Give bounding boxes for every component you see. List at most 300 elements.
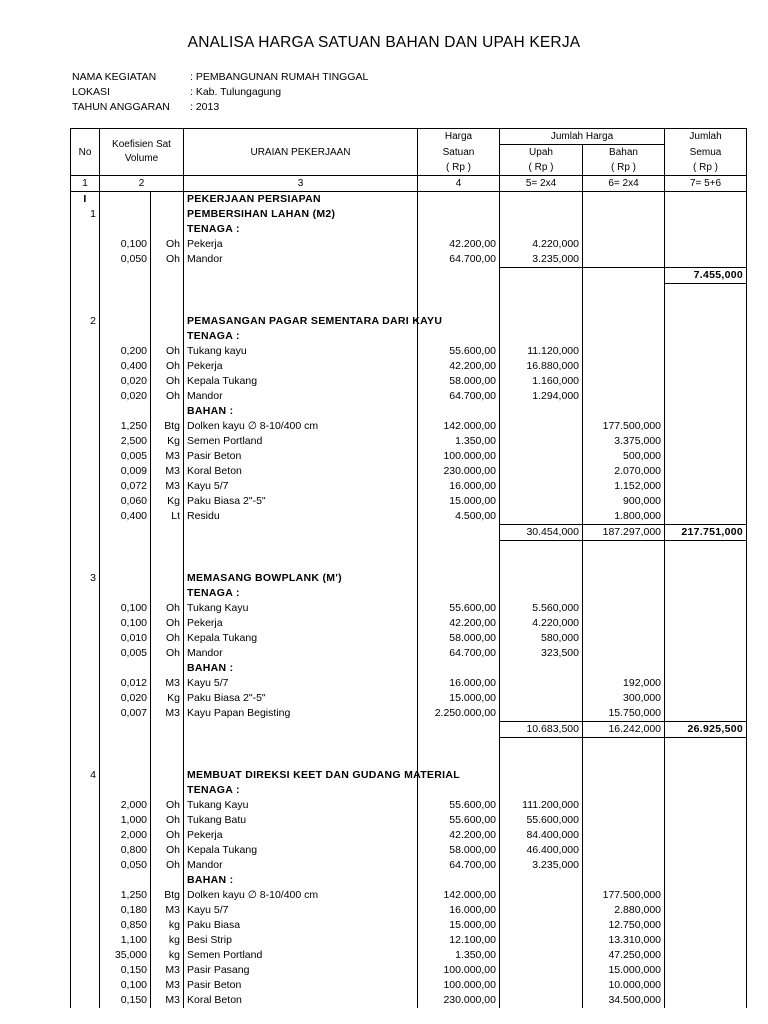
column-number: 5= 2x4 [500, 176, 583, 192]
table-row [71, 858, 747, 873]
row-upah: 46.400,000 [500, 843, 583, 858]
row-satuan: Lt [151, 509, 184, 525]
row-total [665, 419, 747, 434]
table-row-blank [71, 541, 747, 572]
row-volume [100, 268, 151, 284]
table-row [71, 374, 747, 389]
row-bahan: 34.500,000 [583, 993, 665, 1008]
row-total [665, 329, 747, 344]
row-upah: 3.235,000 [500, 252, 583, 268]
row-bahan [583, 237, 665, 252]
row-total [665, 843, 747, 858]
row-harga: 55.600,00 [418, 601, 500, 616]
row-total [665, 813, 747, 828]
row-harga: 42.200,00 [418, 237, 500, 252]
row-harga: 230.000,00 [418, 464, 500, 479]
table-row [71, 616, 747, 631]
row-desc: PEMASANGAN PAGAR SEMENTARA DARI KAYU [184, 314, 418, 329]
row-harga: 16.000,00 [418, 903, 500, 918]
row-bahan: 13.310,000 [583, 933, 665, 948]
table-row [71, 479, 747, 494]
row-bahan [583, 541, 665, 572]
table-row [71, 813, 747, 828]
row-satuan: Oh [151, 646, 184, 661]
table-row-item [71, 207, 747, 222]
row-upah [500, 978, 583, 993]
row-volume [100, 192, 151, 208]
row-upah: 5.560,000 [500, 601, 583, 616]
row-volume: 0,400 [100, 359, 151, 374]
row-harga [418, 404, 500, 419]
row-harga [418, 571, 500, 586]
row-desc: Residu [184, 509, 418, 525]
row-upah [500, 706, 583, 722]
table-row [71, 601, 747, 616]
row-bahan [583, 252, 665, 268]
row-upah [500, 918, 583, 933]
row-total [665, 918, 747, 933]
row-total [665, 948, 747, 963]
row-harga: 12.100,00 [418, 933, 500, 948]
row-harga: 16.000,00 [418, 676, 500, 691]
row-no [71, 284, 100, 315]
table-row [71, 449, 747, 464]
row-desc: Mandor [184, 646, 418, 661]
row-no [71, 646, 100, 661]
table-row [71, 389, 747, 404]
row-desc: Kepala Tukang [184, 374, 418, 389]
row-desc: Pasir Beton [184, 449, 418, 464]
row-satuan: M3 [151, 449, 184, 464]
row-bahan: 10.000,000 [583, 978, 665, 993]
row-upah: 4.220,000 [500, 616, 583, 631]
row-upah [500, 661, 583, 676]
row-satuan [151, 783, 184, 798]
row-bahan [583, 329, 665, 344]
header-rp: ( Rp ) [418, 160, 500, 176]
column-number: 7= 5+6 [665, 176, 747, 192]
row-no: 4 [71, 768, 100, 783]
row-harga: 1.350,00 [418, 434, 500, 449]
row-total [665, 858, 747, 873]
row-upah [500, 434, 583, 449]
row-desc: Pekerja [184, 237, 418, 252]
row-desc: Koral Beton [184, 464, 418, 479]
table-row-blank [71, 738, 747, 769]
row-total [665, 676, 747, 691]
row-satuan: kg [151, 948, 184, 963]
row-upah [500, 329, 583, 344]
row-bahan: 900,000 [583, 494, 665, 509]
row-volume: 0,005 [100, 646, 151, 661]
row-desc: Tukang kayu [184, 344, 418, 359]
row-volume: 2,000 [100, 828, 151, 843]
header-uraian: URAIAN PEKERJAAN [184, 129, 418, 176]
row-desc: PEMBERSIHAN LAHAN (M2) [184, 207, 418, 222]
header-rp: ( Rp ) [583, 160, 665, 176]
row-upah [500, 314, 583, 329]
row-satuan: Oh [151, 828, 184, 843]
row-volume: 0,010 [100, 631, 151, 646]
table-row-label [71, 329, 747, 344]
row-harga: 100.000,00 [418, 963, 500, 978]
row-total [665, 768, 747, 783]
subtotal-bahan: 187.297,000 [583, 525, 665, 541]
row-bahan: 192,000 [583, 676, 665, 691]
header-upah: Upah [500, 145, 583, 161]
row-no [71, 419, 100, 434]
row-no [71, 722, 100, 738]
row-upah [500, 903, 583, 918]
row-upah [500, 586, 583, 601]
row-volume: 0,072 [100, 479, 151, 494]
row-upah [500, 404, 583, 419]
row-upah [500, 222, 583, 237]
row-bahan: 12.750,000 [583, 918, 665, 933]
table-row [71, 691, 747, 706]
row-desc: BAHAN : [184, 873, 418, 888]
row-satuan [151, 284, 184, 315]
row-satuan: Kg [151, 494, 184, 509]
row-volume: 0,007 [100, 706, 151, 722]
row-bahan [583, 586, 665, 601]
row-total [665, 933, 747, 948]
table-row [71, 344, 747, 359]
row-upah [500, 541, 583, 572]
row-satuan: Oh [151, 601, 184, 616]
table-row-subtotal [71, 525, 747, 541]
row-harga: 64.700,00 [418, 646, 500, 661]
row-total [665, 509, 747, 525]
table-row-item [71, 314, 747, 329]
row-harga: 2.250.000,00 [418, 706, 500, 722]
row-upah [500, 873, 583, 888]
row-satuan: M3 [151, 963, 184, 978]
header-harga: Harga [418, 129, 500, 145]
row-desc: Paku Biasa 2"-5" [184, 494, 418, 509]
subtotal-total: 7.455,000 [665, 268, 747, 284]
row-volume [100, 783, 151, 798]
row-bahan [583, 404, 665, 419]
row-upah: 1.160,000 [500, 374, 583, 389]
row-volume: 1,100 [100, 933, 151, 948]
row-upah: 11.120,000 [500, 344, 583, 359]
row-upah [500, 284, 583, 315]
row-satuan: Oh [151, 374, 184, 389]
table-row [71, 933, 747, 948]
row-upah [500, 888, 583, 903]
row-no [71, 978, 100, 993]
row-no [71, 903, 100, 918]
row-volume [100, 525, 151, 541]
row-desc: Besi Strip [184, 933, 418, 948]
column-number: 4 [418, 176, 500, 192]
row-bahan [583, 314, 665, 329]
row-upah [500, 479, 583, 494]
table-row-item [71, 571, 747, 586]
row-no [71, 268, 100, 284]
row-volume [100, 541, 151, 572]
row-volume: 1,250 [100, 419, 151, 434]
row-volume [100, 873, 151, 888]
table-row [71, 631, 747, 646]
row-total [665, 222, 747, 237]
row-no: I [71, 192, 100, 208]
row-satuan: M3 [151, 978, 184, 993]
row-volume: 35,000 [100, 948, 151, 963]
row-bahan [583, 873, 665, 888]
table-row [71, 646, 747, 661]
row-upah [500, 783, 583, 798]
table-row [71, 993, 747, 1008]
row-bahan: 1.152,000 [583, 479, 665, 494]
row-volume [100, 722, 151, 738]
row-desc: Semen Portland [184, 948, 418, 963]
meta-key: TAHUN ANGGARAN [72, 101, 170, 113]
row-desc: Pekerja [184, 359, 418, 374]
row-satuan: Oh [151, 798, 184, 813]
row-total [665, 706, 747, 722]
row-no [71, 434, 100, 449]
row-harga [418, 586, 500, 601]
table-row [71, 494, 747, 509]
table-row-label [71, 404, 747, 419]
row-no [71, 237, 100, 252]
row-desc: PEKERJAAN PERSIAPAN [184, 192, 418, 208]
row-no [71, 616, 100, 631]
row-harga: 64.700,00 [418, 858, 500, 873]
row-satuan: Oh [151, 858, 184, 873]
row-upah [500, 419, 583, 434]
row-satuan: M3 [151, 706, 184, 722]
row-total [665, 616, 747, 631]
row-total [665, 903, 747, 918]
row-satuan [151, 768, 184, 783]
table-row [71, 888, 747, 903]
table-row [71, 903, 747, 918]
row-total [665, 601, 747, 616]
row-bahan [583, 843, 665, 858]
row-total [665, 586, 747, 601]
row-volume: 0,100 [100, 978, 151, 993]
row-desc: Paku Biasa [184, 918, 418, 933]
row-desc: Koral Beton [184, 993, 418, 1008]
row-volume: 0,150 [100, 963, 151, 978]
row-volume: 0,180 [100, 903, 151, 918]
row-upah: 1.294,000 [500, 389, 583, 404]
row-satuan [151, 738, 184, 769]
row-harga [418, 192, 500, 208]
row-volume: 1,250 [100, 888, 151, 903]
table-row [71, 798, 747, 813]
row-volume [100, 222, 151, 237]
row-harga [418, 738, 500, 769]
row-total [665, 404, 747, 419]
row-upah [500, 963, 583, 978]
row-volume: 2,000 [100, 798, 151, 813]
row-total [665, 374, 747, 389]
row-upah [500, 993, 583, 1008]
row-upah: 16.880,000 [500, 359, 583, 374]
row-satuan [151, 586, 184, 601]
subtotal-bahan: 16.242,000 [583, 722, 665, 738]
row-bahan [583, 631, 665, 646]
row-desc [184, 738, 418, 769]
row-no [71, 783, 100, 798]
meta-value: : 2013 [190, 101, 220, 113]
header-row [71, 129, 747, 145]
row-desc: TENAGA : [184, 329, 418, 344]
row-bahan: 15.750,000 [583, 706, 665, 722]
row-bahan [583, 344, 665, 359]
row-total [665, 798, 747, 813]
row-volume: 0,100 [100, 616, 151, 631]
row-satuan: Oh [151, 813, 184, 828]
row-harga: 4.500,00 [418, 509, 500, 525]
row-volume [100, 661, 151, 676]
row-desc: Pasir Beton [184, 978, 418, 993]
row-bahan: 2.070,000 [583, 464, 665, 479]
row-harga: 42.200,00 [418, 359, 500, 374]
row-desc: TENAGA : [184, 586, 418, 601]
row-volume [100, 586, 151, 601]
row-bahan: 47.250,000 [583, 948, 665, 963]
row-upah [500, 691, 583, 706]
table-row-subtotal [71, 268, 747, 284]
row-harga [418, 329, 500, 344]
row-desc: MEMASANG BOWPLANK (M') [184, 571, 418, 586]
row-upah [500, 464, 583, 479]
row-bahan [583, 798, 665, 813]
row-upah: 580,000 [500, 631, 583, 646]
row-upah [500, 494, 583, 509]
row-harga: 55.600,00 [418, 798, 500, 813]
table-row-label [71, 661, 747, 676]
row-satuan [151, 329, 184, 344]
row-bahan [583, 646, 665, 661]
row-bahan [583, 783, 665, 798]
row-volume: 2,500 [100, 434, 151, 449]
row-bahan [583, 359, 665, 374]
row-bahan [583, 858, 665, 873]
row-harga [418, 207, 500, 222]
table-row [71, 237, 747, 252]
row-satuan: Oh [151, 843, 184, 858]
table-row [71, 948, 747, 963]
row-upah [500, 509, 583, 525]
table-row [71, 252, 747, 268]
row-upah [500, 933, 583, 948]
row-no [71, 494, 100, 509]
row-volume: 0,400 [100, 509, 151, 525]
row-volume [100, 738, 151, 769]
row-total [665, 284, 747, 315]
meta-row-lokasi [72, 86, 281, 98]
row-no [71, 404, 100, 419]
row-total [665, 389, 747, 404]
row-volume: 0,800 [100, 843, 151, 858]
row-desc: MEMBUAT DIREKSI KEET DAN GUDANG MATERIAL [184, 768, 418, 783]
row-upah: 323,500 [500, 646, 583, 661]
row-satuan: Oh [151, 389, 184, 404]
row-satuan [151, 525, 184, 541]
row-no [71, 888, 100, 903]
row-volume: 0,020 [100, 389, 151, 404]
table-row-blank [71, 284, 747, 315]
row-no [71, 993, 100, 1008]
subtotal-total: 26.925,500 [665, 722, 747, 738]
row-volume: 0,850 [100, 918, 151, 933]
row-desc [184, 541, 418, 572]
row-total [665, 344, 747, 359]
row-no [71, 631, 100, 646]
row-harga: 42.200,00 [418, 616, 500, 631]
row-satuan: M3 [151, 676, 184, 691]
row-harga: 55.600,00 [418, 344, 500, 359]
row-no [71, 389, 100, 404]
row-harga: 55.600,00 [418, 813, 500, 828]
row-volume: 0,100 [100, 601, 151, 616]
row-no [71, 601, 100, 616]
row-volume: 0,050 [100, 858, 151, 873]
row-total [665, 449, 747, 464]
table-row [71, 828, 747, 843]
table-row [71, 843, 747, 858]
row-total [665, 359, 747, 374]
row-bahan: 2.880,000 [583, 903, 665, 918]
header-jumlah-harga: Jumlah Harga [500, 129, 665, 145]
row-satuan: Kg [151, 691, 184, 706]
row-bahan [583, 571, 665, 586]
table-row [71, 419, 747, 434]
row-no [71, 222, 100, 237]
row-desc: Mandor [184, 389, 418, 404]
row-no [71, 661, 100, 676]
row-harga [418, 783, 500, 798]
row-satuan [151, 192, 184, 208]
row-bahan: 300,000 [583, 691, 665, 706]
row-upah [500, 738, 583, 769]
row-satuan: M3 [151, 993, 184, 1008]
row-total [665, 978, 747, 993]
row-harga: 58.000,00 [418, 843, 500, 858]
row-desc: Paku Biasa 2"-5" [184, 691, 418, 706]
column-number: 2 [100, 176, 184, 192]
row-satuan: M3 [151, 464, 184, 479]
row-upah [500, 207, 583, 222]
row-volume [100, 329, 151, 344]
row-no [71, 329, 100, 344]
row-upah [500, 768, 583, 783]
header-bahan: Bahan [583, 145, 665, 161]
row-satuan: Oh [151, 252, 184, 268]
row-desc: Dolken kayu ∅ 8-10/400 cm [184, 888, 418, 903]
row-no [71, 813, 100, 828]
row-volume: 0,200 [100, 344, 151, 359]
row-no [71, 449, 100, 464]
row-no [71, 479, 100, 494]
row-bahan [583, 828, 665, 843]
subtotal-bahan [583, 268, 665, 284]
row-desc: Pekerja [184, 616, 418, 631]
row-no [71, 963, 100, 978]
row-upah [500, 948, 583, 963]
row-satuan [151, 268, 184, 284]
header-koefisien [100, 129, 184, 176]
table-row-subtotal [71, 722, 747, 738]
row-bahan: 15.000,000 [583, 963, 665, 978]
row-no [71, 691, 100, 706]
